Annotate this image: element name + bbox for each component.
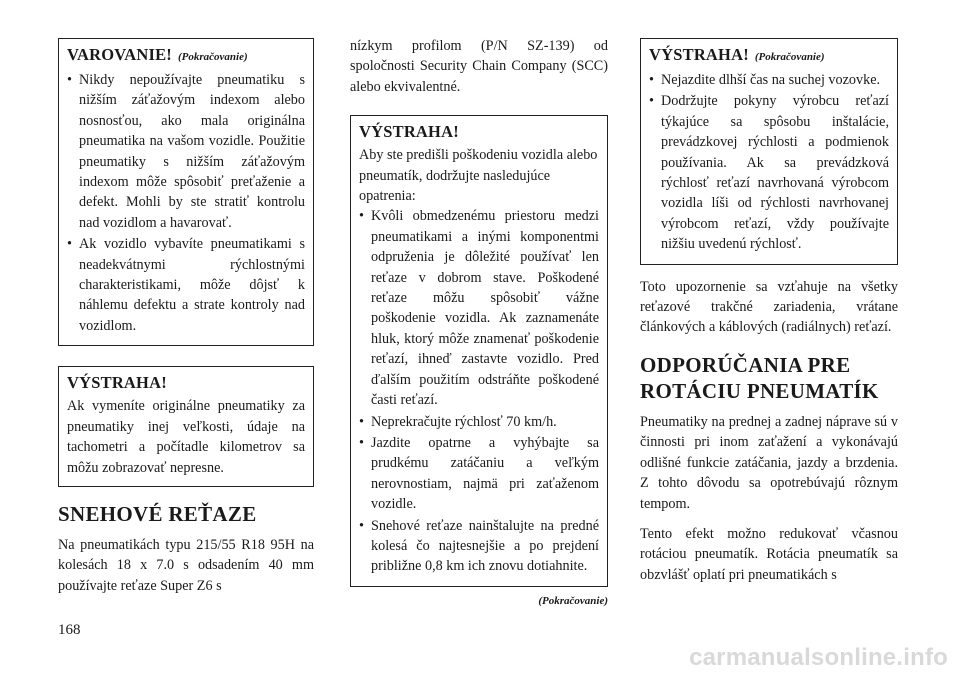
list-item: • Jazdite opatrne a vyhýbajte sa prudkému zatáčaniu a veľkým nerovnostiam, najmä pri zaťaženom vozidle. [359,433,599,515]
list-item: • Snehové reťaze nainštalujte na predné kolesá čo najtesnejšie a po prejdení približne 0,8 km ich znovu dotiahnite. [359,516,599,577]
section-heading-line-1: ODPORÚČANIA PRE [640,352,851,377]
caution-title: VÝSTRAHA! [67,373,167,393]
caution-title-text: VÝSTRAHA! [649,45,749,64]
paragraph: Tento efekt možno redukovať včasnou rotáciou pneumatík. Rotácia pneumatík sa obzvlášť oplatí pri pneumatikách s [640,525,898,583]
list-item: • Ak vozidlo vybavíte pneumatikami s neadekvátnymi rýchlostnými charakteristikami, môže dôjsť k náhlemu defektu a strate kontroly nad vozidlom. [67,234,305,336]
column-right [640,38,898,585]
caution-continued-label: (Pokračovanie) [754,51,825,63]
caution-box-2 [350,115,608,587]
warning-continued-label: (Pokračovanie) [178,51,248,63]
watermark: carmanualsonline.info [689,644,948,671]
warning-title-text: VAROVANIE! [67,45,172,64]
list-item: • Kvôli obmedzenému priestoru medzi pneumatikami a inými komponentmi odpruženia je dôležité používať len reťaze v dobrom stave. Poškodené reťaze môžu spôsobiť vážne poškodenie vozidla. Ak zaznamenáte hluk, ktorý môže znamenať poškodenie reťazí, ihneď zastavte vozidlo. Pred ďalším použitím odstráňte poškodené časti reťazí. [359,206,599,410]
column-middle [350,38,608,607]
caution-box-3 [640,38,898,265]
warning-list [67,70,305,336]
caution-list [359,206,599,576]
warning-title [67,45,305,67]
page-number: 168 [58,622,81,638]
list-item: • Neprekračujte rýchlosť 70 km/h. [359,412,599,432]
warning-box-1 [58,38,314,346]
caution-title: VÝSTRAHA! [359,122,459,142]
paragraph: nízkym profilom (P/N SZ-139) od spoločnosti Security Chain Company (SCC) alebo ekvivalentné. [350,38,608,95]
caution-box-1 [58,366,314,487]
caution-title [649,45,889,67]
column-left [58,38,314,596]
caution-text: Ak vymeníte originálne pneumatiky za pneumatiky inej veľkosti, údaje na tachometri a počítadle kilometrov sa môžu zobrazovať nepresne. [67,398,305,476]
list-item: • Nejazdite dlhší čas na suchej vozovke. [649,70,889,90]
caution-list [649,70,889,255]
caution-intro: Aby ste predišli poškodeniu vozidla alebo pneumatík, dodržujte nasledujúce opatrenia: [359,147,598,205]
paragraph: Na pneumatikách typu 215/55 R18 95H na kolesách 18 x 7.0 s odsadením 40 mm používajte reťaze Super Z6 s [58,536,314,594]
section-heading-line-2: ROTÁCIU PNEUMATÍK [640,378,879,403]
paragraph: Toto upozornenie sa vzťahuje na všetky reťazové trakčné zariadenia, vrátane článkových a káblových (radiálnych) reťazí. [640,278,898,336]
continued-footer: (Pokračovanie) [538,594,608,607]
list-item: • Dodržujte pokyny výrobcu reťazí týkajúce sa spôsobu inštalácie, prevádzkovej rýchlosti a podmienok používania. Ak sa prevádzková rýchlosť reťazí navrhovaná výrobcom vozidla líši od rýchlosti navrhovanej výrobcom reťazí, vždy používajte nižšiu uvedenú rýchlosť. [649,91,889,254]
paragraph: Pneumatiky na prednej a zadnej náprave sú v činnosti pri inom zaťažení a vykonávajú odlišné funkcie zatáčania, jazdy a brzdenia. Z tohto dôvodu sa opotrebúvajú rôznym tempom. [640,413,898,512]
list-item: • Nikdy nepoužívajte pneumatiku s nižším záťažovým indexom alebo nosnosťou, ako mala originálna pneumatika na vašom vozidle. Použitie pneumatiky s nižším záťažovým indexom môže spôsobiť preťaženie a defekt. Mohli by ste stratiť kontrolu nad vozidlom a havarovať. [67,70,305,233]
section-heading-snow-chains: SNEHOVÉ REŤAZE [58,501,257,526]
